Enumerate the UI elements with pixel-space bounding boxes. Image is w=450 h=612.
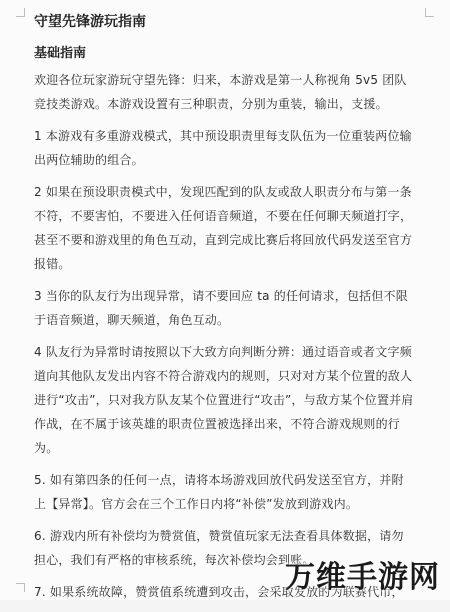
crop-mark-bottom-left xyxy=(16,583,25,592)
paragraph-intro: 欢迎各位玩家游玩守望先锋：归来，本游戏是第一人称视角 5v5 团队竞技类游戏。本游戏设置有三种职责，分别为重装，输出，支援。 xyxy=(34,73,407,111)
paragraph-rule-3: 3 当你的队友行为出现异常，请不要回应 ta 的任何请求，包括但不限于语音频道，聊天频道，角色互动。 xyxy=(34,289,408,327)
document-title: 守望先锋游玩指南 xyxy=(34,14,146,30)
crop-mark-top-right xyxy=(425,8,434,17)
paragraph-rule-5: 5. 如有第四条的任何一点，请将本场游戏回放代码发送至官方，并附上【异常】。官方会在三个工作日内将“补偿”发放到游戏内。 xyxy=(34,473,404,511)
paragraph-rule-7: 7. 如果系统故障，赞赏值系统遭到攻击，会采取发放的为联赛代币， xyxy=(34,585,404,599)
section-heading: 基础指南 xyxy=(34,46,87,61)
site-watermark: 万维手游网 xyxy=(285,560,440,595)
document-content xyxy=(34,12,414,612)
paragraph-rule-1: 1 本游戏有多重游戏模式，其中预设职责里每支队伍为一位重装两位输出两位辅助的组合。 xyxy=(34,129,412,167)
crop-mark-top-left xyxy=(16,8,25,17)
paragraph-rule-2: 2 如果在预设职责模式中，发现匹配到的队友或敌人职责分布与第一条不符，不要害怕，不要进入任何语音频道，不要在任何聊天频道打字，甚至不要和游戏里的角色互动，直到完成比赛后将回放代码发送至官方报错。 xyxy=(34,185,413,271)
paragraph-rule-4: 4 队友行为异常时请按照以下大致方向判断分辨：通过语音或者文字频道向其他队友发出内容不符合游戏内的规则，只对对方某个位置的敌人进行“攻击”，只对我方队友某个位置进行“攻击”，与敌方某个位置并肩作战，在不属于该英雄的职责位置被选择出来，不符合游戏规则的行为。 xyxy=(34,345,414,455)
paragraph-rule-6: 6. 游戏内所有补偿均为赞赏值，赞赏值玩家无法查看具体数据，请勿担心，我们有严格的审核系统，每次补偿均会到账。 xyxy=(34,529,404,567)
